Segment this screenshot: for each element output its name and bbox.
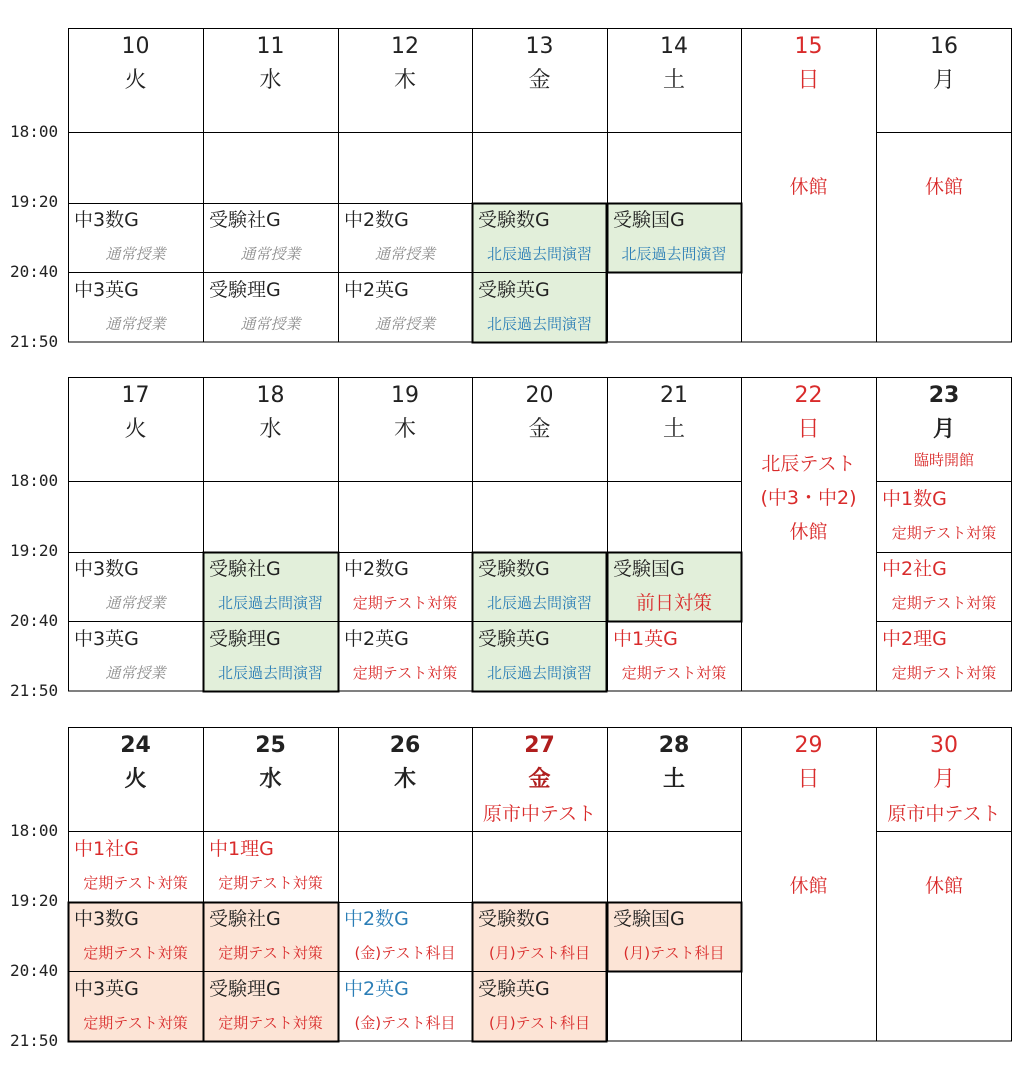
time-label: 19:20 (10, 891, 59, 910)
class-name: 中2英G (344, 279, 409, 301)
class-name: 受験数G (478, 558, 550, 580)
class-note: (金)テスト科目 (354, 1014, 456, 1032)
class-note: 定期テスト対策 (83, 1014, 188, 1032)
week-3 (0, 727, 1030, 1050)
day-of-week: 日 (797, 767, 820, 792)
class-note: 通常授業 (240, 315, 301, 333)
day-of-week: 水 (259, 68, 282, 93)
day-number: 17 (121, 383, 150, 408)
day-number: 11 (256, 34, 285, 59)
time-label: 20:40 (10, 961, 59, 980)
day-number: 13 (525, 34, 554, 59)
day-of-week: 火 (124, 417, 147, 442)
class-note: 通常授業 (105, 245, 166, 263)
class-note: 北辰過去問演習 (486, 594, 592, 612)
day-of-week: 土 (662, 767, 685, 792)
class-note: (月)テスト科目 (623, 944, 725, 962)
day-number: 22 (794, 383, 823, 408)
class-note: (金)テスト科目 (354, 944, 456, 962)
time-label: 20:40 (10, 611, 59, 630)
class-name: 受験理G (209, 978, 281, 1000)
time-label: 21:50 (10, 1031, 59, 1050)
event-note: 原市中テスト (887, 803, 1001, 825)
day-of-week: 月 (932, 417, 955, 442)
closed-label: 休館 (924, 176, 963, 198)
class-name: 中3数G (74, 209, 139, 231)
day-number: 12 (391, 34, 419, 59)
class-name: 受験英G (478, 279, 550, 301)
class-note: 通常授業 (374, 315, 435, 333)
class-name: 中3数G (74, 908, 139, 930)
class-note: 北辰過去問演習 (621, 245, 727, 263)
class-name: 中1数G (882, 488, 947, 510)
day-of-week: 金 (528, 68, 551, 93)
class-note: 通常授業 (240, 245, 301, 263)
class-name: 中1理G (209, 838, 274, 860)
class-note: 定期テスト対策 (83, 874, 188, 892)
day-of-week: 木 (393, 417, 416, 442)
day-number: 20 (525, 383, 554, 408)
class-note: 定期テスト対策 (83, 944, 188, 962)
day-number: 10 (121, 34, 150, 59)
day-number: 21 (660, 383, 688, 408)
closed-label: 休館 (789, 521, 828, 543)
day-of-week: 日 (797, 417, 820, 442)
day-of-week: 火 (124, 68, 147, 93)
day-number: 23 (928, 383, 960, 408)
closed-label: 休館 (789, 176, 828, 198)
day-of-week: 日 (797, 68, 820, 93)
class-note: 定期テスト対策 (891, 594, 997, 612)
class-note: 定期テスト対策 (891, 664, 997, 682)
class-note: 北辰過去問演習 (486, 315, 592, 333)
time-label: 21:50 (10, 681, 59, 700)
class-note: 北辰過去問演習 (217, 664, 323, 682)
week-grid (68, 727, 1012, 1041)
class-note: 通常授業 (374, 245, 435, 263)
closed-label: 休館 (924, 875, 963, 897)
grid-lines (68, 727, 1012, 1041)
class-name: 中3英G (74, 978, 139, 1000)
class-name: 受験国G (613, 209, 685, 231)
day-number: 19 (391, 383, 419, 408)
event-note: 北辰テスト (761, 453, 856, 475)
class-note: 定期テスト対策 (891, 524, 997, 542)
grid-lines (68, 28, 1012, 342)
week-2 (0, 377, 1030, 700)
time-label: 21:50 (10, 332, 59, 351)
day-number: 30 (930, 733, 958, 758)
time-label: 18:00 (10, 122, 59, 141)
time-label: 20:40 (10, 262, 59, 281)
day-of-week: 水 (259, 767, 282, 792)
day-number: 25 (255, 733, 286, 758)
day-of-week: 火 (124, 767, 147, 792)
class-name: 中2数G (344, 209, 409, 231)
day-of-week: 水 (259, 417, 282, 442)
class-note: 定期テスト対策 (218, 1014, 323, 1032)
event-note: (中3・中2) (760, 487, 857, 509)
day-number: 29 (794, 733, 823, 758)
class-note: 定期テスト対策 (218, 944, 323, 962)
day-number: 26 (389, 733, 421, 758)
class-note: (月)テスト科目 (488, 1014, 591, 1032)
day-of-week: 土 (662, 68, 685, 93)
class-name: 受験国G (613, 908, 685, 930)
class-name: 中3英G (74, 279, 139, 301)
day-number: 24 (120, 733, 151, 758)
day-number: 28 (658, 733, 690, 758)
class-note: 通常授業 (105, 594, 166, 612)
event-note: 原市中テスト (482, 803, 597, 825)
day-number: 27 (524, 733, 555, 758)
day-of-week: 木 (393, 767, 416, 792)
week-grid (68, 28, 1012, 342)
time-label: 18:00 (10, 821, 59, 840)
class-name: 中1英G (613, 628, 678, 650)
class-name: 受験英G (478, 628, 550, 650)
class-note: 前日対策 (635, 592, 712, 614)
day-of-week: 木 (393, 68, 416, 93)
class-note: 北辰過去問演習 (486, 664, 592, 682)
day-of-week: 金 (528, 417, 551, 442)
class-note: 定期テスト対策 (352, 594, 458, 612)
class-name: 中3英G (74, 628, 139, 650)
week-1 (0, 28, 1030, 351)
day-number: 18 (256, 383, 285, 408)
class-name: 中1社G (74, 838, 139, 860)
class-name: 中2数G (344, 558, 409, 580)
class-note: 定期テスト対策 (621, 664, 727, 682)
class-name: 受験理G (209, 279, 281, 301)
grid-lines (68, 377, 1012, 691)
class-note: 定期テスト対策 (218, 874, 323, 892)
class-name: 中2英G (344, 978, 409, 1000)
class-note: 北辰過去問演習 (217, 594, 323, 612)
class-name: 中3数G (74, 558, 139, 580)
class-name: 中2社G (882, 558, 947, 580)
class-name: 受験国G (613, 558, 685, 580)
class-name: 中2理G (882, 628, 947, 650)
class-name: 中2英G (344, 628, 409, 650)
class-name: 受験社G (209, 908, 281, 930)
day-of-week: 月 (932, 68, 955, 93)
class-name: 受験社G (209, 209, 281, 231)
day-of-week: 月 (932, 767, 955, 792)
class-note: 通常授業 (105, 664, 166, 682)
day-of-week: 金 (528, 767, 551, 792)
class-note: 定期テスト対策 (352, 664, 458, 682)
class-name: 受験社G (209, 558, 281, 580)
week-grid (68, 377, 1012, 691)
day-number: 16 (930, 34, 958, 59)
day-number: 15 (794, 34, 823, 59)
class-name: 受験英G (478, 978, 550, 1000)
day-number: 14 (660, 34, 688, 59)
class-note: (月)テスト科目 (488, 944, 591, 962)
class-note: 通常授業 (105, 315, 166, 333)
time-label: 18:00 (10, 471, 59, 490)
day-of-week: 土 (662, 417, 685, 442)
time-label: 19:20 (10, 192, 59, 211)
class-name: 受験理G (209, 628, 281, 650)
class-name: 中2数G (344, 908, 409, 930)
closed-label: 休館 (789, 875, 828, 897)
class-note: 北辰過去問演習 (486, 245, 592, 263)
event-note: 臨時開館 (913, 451, 974, 469)
time-label: 19:20 (10, 541, 59, 560)
class-name: 受験数G (478, 209, 550, 231)
class-name: 受験数G (478, 908, 550, 930)
